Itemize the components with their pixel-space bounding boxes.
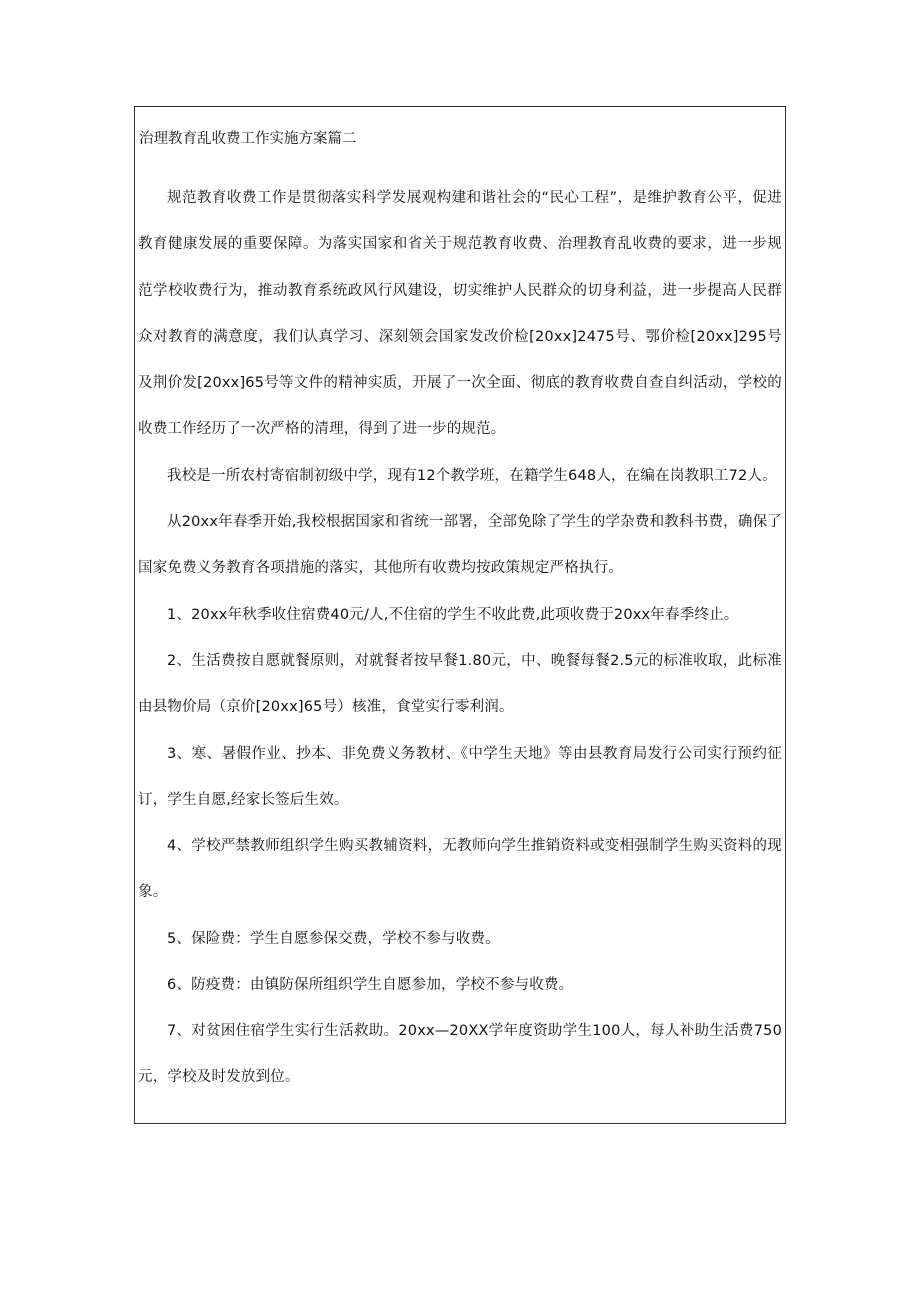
document-body: [138, 175, 782, 1100]
paragraph-school-overview: 我校是一所农村寄宿制初级中学，现有12个教学班，在籍学生648人，在编在岗教职工72人。: [167, 467, 777, 484]
paragraph-item-4-supplementary-materials: 4、学校严禁教师组织学生购买教辅资料，无教师向学生推销资料或变相强制学生购买资料的现象。: [138, 838, 782, 901]
paragraph-fee-exemption: 从20xx年春季开始,我校根据国家和省统一部署，全部免除了学生的学杂费和教科书费，确保了国家免费义务教育各项措施的落实，其他所有收费均按政策规定严格执行。: [138, 514, 782, 577]
paragraph-item-5-insurance: 5、保险费：学生自愿参保交费，学校不参与收费。: [167, 930, 500, 947]
paragraph-item-7-subsidy: 7、对贫困住宿学生实行生活救助。20xx—20XX学年度资助学生100人，每人补助生活费750元，学校及时发放到位。: [138, 1022, 782, 1085]
paragraph-item-1-lodging-fee: 1、20xx年秋季收住宿费40元/人,不住宿的学生不收此费,此项收费于20xx年春季终止。: [167, 606, 739, 623]
document-frame: [134, 106, 786, 1124]
paragraph-item-6-vaccination: 6、防疫费：由镇防保所组织学生自愿参加，学校不参与收费。: [167, 976, 574, 993]
paragraph-item-2-meal-fee: 2、生活费按自愿就餐原则，对就餐者按早餐1.80元，中、晚餐每餐2.5元的标准收取，此标准由县物价局（京价[20xx]65号）核准，食堂实行零利润。: [138, 652, 782, 716]
paragraph-intro: 规范教育收费工作是贯彻落实科学发展观构建和谐社会的“民心工程”，是维护教育公平，促进教育健康发展的重要保障。为落实国家和省关于规范教育收费、治理教育乱收费的要求，进一步规范学校收费行为，推动教育系统政风行风建设，切实维护人民群众的切身利益，进一步提高人民群众对教育的满意度，我们认真学习、深刻领会国家发改价检[20xx]2475号、鄂价检[20xx]295号及荆价发[20xx]65号等文件的精神实质，开展了一次全面、彻底的教育收费自查自纠活动，学校的收费工作经历了一次严格的清理，得到了进一步的规范。: [138, 190, 782, 438]
document-title: 治理教育乱收费工作实施方案篇二: [139, 131, 357, 147]
paragraph-item-3-materials: 3、寒、暑假作业、抄本、非免费义务教材、《中学生天地》等由县教育局发行公司实行预约征订，学生自愿,经家长签后生效。: [138, 745, 782, 808]
